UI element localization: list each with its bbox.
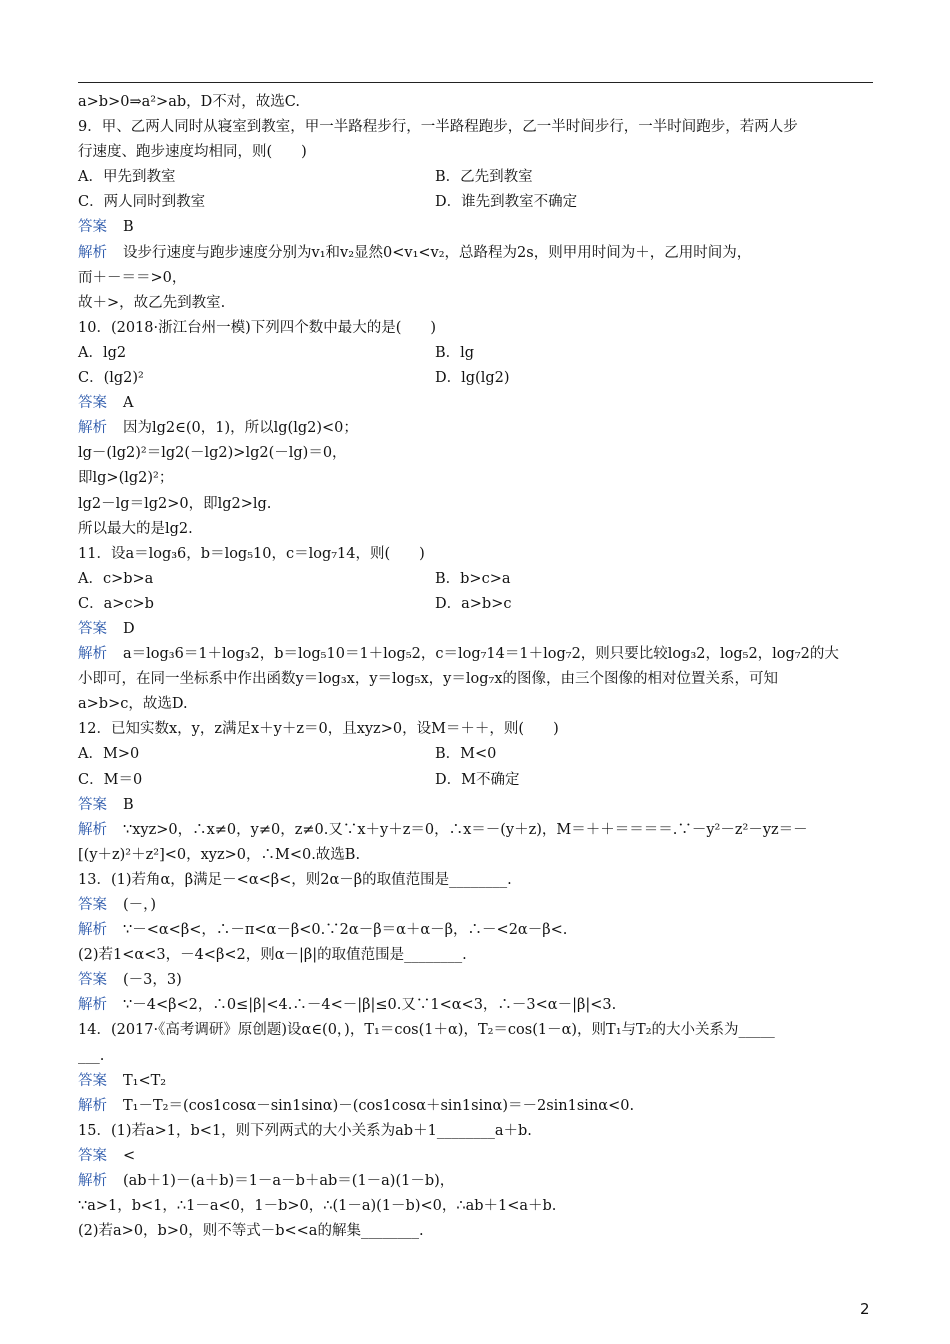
answer-line xyxy=(78,1144,873,1169)
line-text: a>b>c，故选D. xyxy=(78,696,188,713)
answer-label: 答案 xyxy=(78,972,107,989)
line-text: (2)若1<α<3，－4<β<2，则α－|β|的取值范围是________. xyxy=(78,947,467,964)
text-line xyxy=(78,316,873,341)
line-text: 11．设a＝log₃6，b＝log₅10，c＝log₇14，则( ) xyxy=(78,545,425,562)
text-line xyxy=(78,1119,873,1144)
analysis-label: 解析 xyxy=(78,1097,107,1114)
text-line xyxy=(78,466,873,491)
option-row xyxy=(78,165,873,190)
option-item: B．b>c>a xyxy=(435,570,511,587)
answer-line xyxy=(78,215,873,240)
line-text: 10．(2018·浙江台州一模)下列四个数中最大的是( ) xyxy=(78,319,437,336)
line-text: (－，) xyxy=(123,897,157,913)
answer-label: 答案 xyxy=(78,219,107,236)
option-row xyxy=(78,742,873,767)
line-text: lg2－lg＝lg2>0，即lg2>lg. xyxy=(78,495,272,512)
line-text: ∵a>1，b<1，∴1－a<0，1－b>0，∴(1－a)(1－b)<0，∴ab＋1<a＋b. xyxy=(78,1198,557,1215)
text-line xyxy=(78,1219,873,1244)
analysis-line xyxy=(78,642,873,667)
analysis-line xyxy=(78,818,873,843)
analysis-line xyxy=(78,416,873,441)
analysis-line xyxy=(78,918,873,943)
line-text: 12．已知实数x，y，z满足x＋y＋z＝0，且xyz>0，设M＝＋＋，则( ) xyxy=(78,721,559,738)
text-line xyxy=(78,517,873,542)
line-text: 即lg>(lg2)²； xyxy=(78,470,174,487)
option-item: A．M>0 xyxy=(78,746,140,763)
line-text: T₁－T₂＝(cos1cosα－sin1sinα)－(cos1cosα＋sin1sinα)＝－2sin1sinα<0. xyxy=(123,1097,635,1114)
line-text: 故＋>，故乙先到教室. xyxy=(78,294,226,311)
line-text: a>b>0⇒a²>ab，D不对，故选C. xyxy=(78,94,300,110)
text-line xyxy=(78,90,873,115)
answer-label: 答案 xyxy=(78,395,107,412)
option-row xyxy=(78,366,873,391)
line-text: 因为lg2∈(0，1)，所以lg(lg2)<0； xyxy=(123,420,358,437)
line-text: ∵－4<β<2，∴0≤|β|<4.∴－4<－|β|≤0.又∵1<α<3，∴－3<α－|β|<3. xyxy=(123,997,617,1014)
line-text: D xyxy=(123,620,135,637)
analysis-line xyxy=(78,993,873,1018)
text-line xyxy=(78,692,873,717)
option-item: A．c>b>a xyxy=(78,570,154,587)
option-item: C．a>c>b xyxy=(78,595,154,612)
option-row xyxy=(78,190,873,215)
text-line xyxy=(78,441,873,466)
option-item: D．lg(lg2) xyxy=(435,370,510,387)
line-text: B xyxy=(123,796,134,813)
answer-line xyxy=(78,1069,873,1094)
text-line xyxy=(78,115,873,140)
option-row xyxy=(78,592,873,617)
line-text: [(y＋z)²＋z²]<0，xyz>0，∴M<0.故选B. xyxy=(78,846,361,863)
line-text: 13．(1)若角α，β满足－<α<β<，则2α－β的取值范围是________. xyxy=(78,871,512,888)
analysis-label: 解析 xyxy=(78,997,107,1014)
option-item: A．lg2 xyxy=(78,344,127,361)
analysis-label: 解析 xyxy=(78,646,107,663)
answer-line xyxy=(78,617,873,642)
option-item: B．M<0 xyxy=(435,746,497,763)
text-line xyxy=(78,1194,873,1219)
option-item: C．(lg2)² xyxy=(78,370,144,387)
answer-line xyxy=(78,391,873,416)
line-text: 14．(2017·《高考调研》原创题)设α∈(0，)，T₁＝cos(1＋α)，T₂＝cos(1－α)，则T₁与T₂的大小关系为_____ xyxy=(78,1022,775,1039)
line-text: ∵xyz>0，∴x≠0，y≠0，z≠0.又∵x＋y＋z＝0，∴x＝－(y＋z)，M＝＋＋＝＝＝＝.∵－y²－z²－yz＝－ xyxy=(123,821,808,838)
option-item: D．M不确定 xyxy=(435,771,520,788)
analysis-label: 解析 xyxy=(78,821,107,838)
analysis-line xyxy=(78,241,873,266)
text-line xyxy=(78,868,873,893)
analysis-label: 解析 xyxy=(78,420,107,437)
line-text: a＝log₃6＝1＋log₃2，b＝log₅10＝1＋log₅2，c＝log₇14＝1＋log₇2，则只要比较log₃2，log₅2，log₇2的大 xyxy=(123,646,839,663)
text-line xyxy=(78,140,873,165)
line-text: lg－(lg2)²＝lg2(－lg2)>lg2(－lg)＝0， xyxy=(78,445,347,462)
text-line xyxy=(78,1044,873,1069)
answer-label: 答案 xyxy=(78,620,107,637)
line-text: 行速度、跑步速度均相同，则( ) xyxy=(78,144,307,161)
text-line xyxy=(78,843,873,868)
option-item: B．乙先到教室 xyxy=(435,169,533,186)
text-line xyxy=(78,291,873,316)
line-text: B xyxy=(123,219,134,236)
option-item: B．lg xyxy=(435,344,475,361)
answer-label: 答案 xyxy=(78,1147,107,1164)
analysis-label: 解析 xyxy=(78,244,107,261)
option-row xyxy=(78,768,873,793)
line-text: (ab＋1)－(a＋b)＝1－a－b＋ab＝(1－a)(1－b)， xyxy=(123,1173,455,1190)
text-line xyxy=(78,266,873,291)
line-text: (2)若a>0，b>0，则不等式－b<<a的解集________. xyxy=(78,1223,424,1240)
line-text: < xyxy=(123,1147,136,1164)
analysis-line xyxy=(78,1094,873,1119)
line-text: ___. xyxy=(78,1047,105,1064)
line-text: 而＋－＝＝>0， xyxy=(78,269,187,286)
line-text: 9．甲、乙两人同时从寝室到教室，甲一半路程步行，一半路程跑步，乙一半时间步行，一半时间跑步，若两人步 xyxy=(78,119,798,136)
page-number: 2 xyxy=(860,1300,870,1318)
text-line xyxy=(78,667,873,692)
document-body xyxy=(78,90,873,1244)
line-text: T₁<T₂ xyxy=(123,1072,167,1089)
answer-label: 答案 xyxy=(78,1072,107,1089)
line-text: A xyxy=(123,395,134,412)
line-text: 所以最大的是lg2. xyxy=(78,520,193,537)
text-line xyxy=(78,943,873,968)
answer-label: 答案 xyxy=(78,796,107,813)
text-line xyxy=(78,492,873,517)
option-row xyxy=(78,341,873,366)
text-line xyxy=(78,542,873,567)
answer-line xyxy=(78,968,873,993)
option-item: D．a>b>c xyxy=(435,595,512,612)
line-text: 15．(1)若a>1，b<1，则下列两式的大小关系为ab＋1________a＋b. xyxy=(78,1122,532,1139)
analysis-label: 解析 xyxy=(78,1173,107,1190)
option-item: A．甲先到教室 xyxy=(78,169,176,186)
analysis-line xyxy=(78,1169,873,1194)
option-item: C．两人同时到教室 xyxy=(78,194,206,211)
analysis-label: 解析 xyxy=(78,922,107,939)
answer-line xyxy=(78,893,873,918)
text-line xyxy=(78,717,873,742)
answer-line xyxy=(78,793,873,818)
line-text: ∵－<α<β<，∴－π<α－β<0.∵2α－β＝α＋α－β，∴－<2α－β<. xyxy=(123,922,568,939)
header-rule xyxy=(78,82,873,83)
answer-label: 答案 xyxy=(78,897,107,913)
option-item: C．M＝0 xyxy=(78,771,143,788)
option-row xyxy=(78,567,873,592)
line-text: 设步行速度与跑步速度分别为v₁和v₂显然0<v₁<v₂，总路程为2s，则甲用时间为＋，乙用时间为， xyxy=(123,244,752,261)
line-text: 小即可，在同一坐标系中作出函数y＝log₃x，y＝log₅x，y＝log₇x的图像，由三个图像的相对位置关系，可知 xyxy=(78,671,778,688)
option-item: D．谁先到教室不确定 xyxy=(435,194,578,211)
text-line xyxy=(78,1018,873,1043)
line-text: (－3，3) xyxy=(123,972,182,989)
